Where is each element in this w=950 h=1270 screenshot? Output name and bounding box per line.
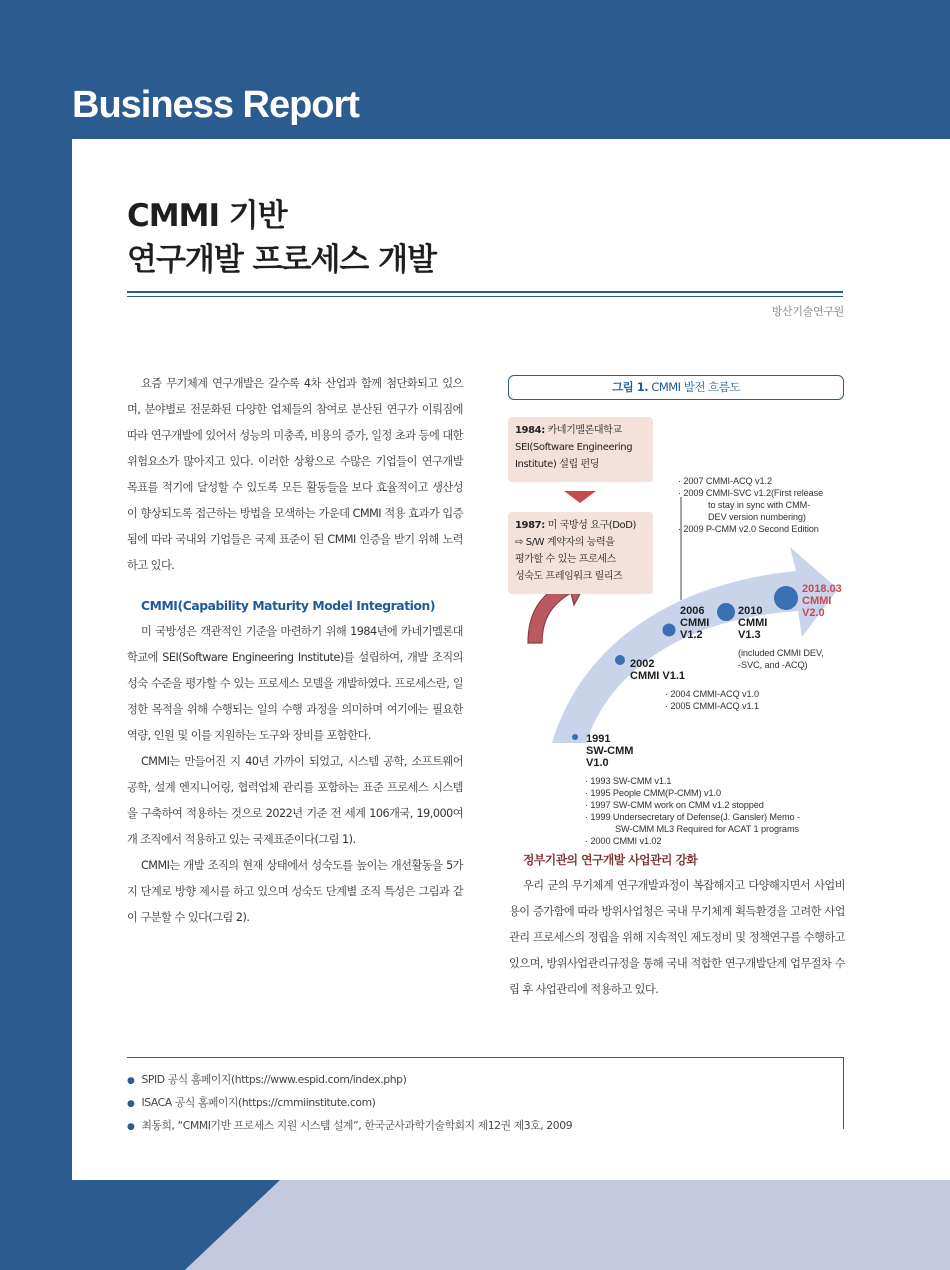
- note-top-4: · 2009 P-CMM v2.0 Second Edition: [678, 524, 819, 534]
- report-header-title: Business Report: [72, 84, 359, 126]
- article-author: 방산기술연구원: [771, 305, 844, 318]
- references-list: [127, 1058, 843, 1138]
- milestone-1991-name: SW-CMM: [586, 745, 634, 757]
- note-2010-1: -SVC, and -ACQ): [738, 660, 808, 670]
- note-bottom-4: SW-CMM ML3 Required for ACAT 1 programs: [615, 824, 799, 834]
- note-mid-1: · 2005 CMMI-ACQ v1.1: [665, 701, 759, 711]
- reference-item: [127, 1115, 843, 1138]
- note-bottom-1: · 1995 People CMM(P-CMM) v1.0: [585, 788, 721, 798]
- title-rule-thick: [127, 291, 843, 293]
- milestone-2010-name: CMMI: [738, 617, 768, 629]
- note-2010-0: (included CMMI DEV,: [738, 648, 824, 658]
- notes-top: [678, 475, 848, 535]
- milestone-2006-version: V1.2: [680, 629, 703, 641]
- box-1984-text2: SEI(Software Engineering: [515, 442, 633, 453]
- article-title: [127, 194, 436, 282]
- box-1987-text1: 미 국방성 요구(DoD): [544, 520, 637, 531]
- milestone-2002-year: 2002: [630, 658, 655, 670]
- dot-2018: [774, 586, 798, 610]
- milestone-2018: [802, 583, 842, 619]
- left-column: [127, 371, 463, 931]
- milestone-2018-year: 2018.03: [802, 583, 842, 595]
- dot-2006: [663, 624, 676, 637]
- dot-2002: [615, 655, 625, 665]
- note-bottom-0: · 1993 SW-CMM v1.1: [585, 776, 672, 786]
- intro-paragraph: 요즘 무기체계 연구개발은 갈수록 4차 산업과 함께 첨단화되고 있으며, 분야별로 전문화된 다양한 업체들의 참여로 분산된 연구가 이뤄짐에 따라 연구개발에 있어서 성능의 미충족, 비용의 증가, 일정 초과 등에 대한 위험요소가 많아지고 있다. 이러한 상황으로 수많은 기업들이 연구개발 목표를 적기에 달성할 수 있도록 모든 활동들을 보다 효율적이고 생산성이 향상되도록 접근하는 방법을 모색하는 가운데 CMMI 적용 효과가 입증됨에 따라 국내외 기업들은 국제 표준이 된 CMMI 인증을 받기 위해 노력하고 있다.: [127, 377, 463, 572]
- section1-paragraph-2: CMMI는 만들어진 지 40년 가까이 되었고, 시스템 공학, 소프트웨어 공학, 설계 엔지니어링, 협력업체 관리를 포함하는 표준 프로세스 시스템을 구축하여 적용하는 것으로 2022년 기준 전 세계 106개국, 19,000여 개 조직에서 적용하고 있는 국제표준이다(그림 1).: [127, 755, 463, 846]
- reference-text-2: ISACA 공식 홈페이지(https://cmmiinstitute.com): [141, 1096, 376, 1109]
- box-1987-text4: 성숙도 프레임워크 릴리즈: [515, 571, 623, 582]
- box-1984-text1: 카네기멜론대학교: [544, 425, 622, 436]
- notes-mid: [665, 688, 759, 712]
- right-column: [509, 847, 845, 1003]
- note-top-2: to stay in sync with CMM-: [708, 500, 811, 510]
- notes-bottom: [585, 775, 845, 847]
- bullet-icon: ●: [127, 1122, 135, 1132]
- section-heading-government: 정부기관의 연구개발 사업관리 강화: [523, 853, 698, 867]
- references-box: [127, 1057, 844, 1132]
- box-1984-text3: Institute) 설립 펀딩: [515, 459, 600, 470]
- reference-text-1: SPID 공식 홈페이지(https://www.espid.com/index.php): [141, 1073, 407, 1086]
- milestone-1991-version: V1.0: [586, 757, 609, 769]
- milestone-2002-name: CMMI V1.1: [630, 670, 686, 682]
- milestone-1991: [586, 733, 633, 769]
- section1-paragraph-3: CMMI는 개발 조직의 현재 상태에서 성숙도를 높이는 개선활동을 5가지 단계로 방향 제시를 하고 있으며 성숙도 단계별 조직 특성은 그림과 같이 구분할 수 있다(그림 2).: [127, 859, 463, 924]
- box-1987-year: 1987:: [515, 520, 545, 531]
- milestone-2010-year: 2010: [738, 605, 763, 617]
- down-arrow-triangle: [564, 491, 596, 503]
- reference-text-3: 최동희, “CMMI기반 프로세스 지원 시스템 설계”, 한국군사과학기술학회지 제12권 제3호, 2009: [141, 1119, 573, 1132]
- figure-label: 그림 1.: [612, 380, 649, 394]
- figure-caption-text: CMMI 발전 흐름도: [651, 380, 740, 394]
- box-1987-text2: ⇨ S/W 계약자의 능력을: [515, 537, 615, 548]
- article-title-line2: 연구개발 프로세스 개발: [127, 242, 437, 278]
- box-1984-year: 1984:: [515, 425, 545, 436]
- note-mid-0: · 2004 CMMI-ACQ v1.0: [665, 689, 759, 699]
- milestone-2010: [738, 605, 767, 641]
- milestone-2010-version: V1.3: [738, 629, 761, 641]
- milestone-1991-year: 1991: [586, 733, 611, 745]
- title-rule-thin: [127, 296, 843, 297]
- box-1987-text3: 평가할 수 있는 프로세스: [515, 554, 616, 565]
- note-bottom-3: · 1999 Undersecretary of Defense(J. Gansler) Memo -: [585, 812, 800, 822]
- note-top-0: · 2007 CMMI-ACQ v1.2: [678, 476, 772, 486]
- note-top-3: DEV version numbering): [708, 512, 806, 522]
- milestone-2018-name: CMMI: [802, 595, 832, 607]
- bullet-icon: ●: [127, 1099, 135, 1109]
- milestone-2006: [680, 605, 709, 641]
- bullet-icon: ●: [127, 1076, 135, 1086]
- notes-2010: [738, 647, 824, 671]
- article-title-line1: CMMI 기반: [127, 198, 287, 234]
- box-1987: [508, 512, 653, 594]
- section-heading-cmmi: CMMI(Capability Maturity Model Integration): [141, 599, 436, 613]
- box-1984: [508, 417, 653, 482]
- note-bottom-2: · 1997 SW-CMM work on CMM v1.2 stopped: [585, 800, 764, 810]
- dot-2010: [717, 603, 735, 621]
- note-top-1: · 2009 CMMI-SVC v1.2(First release: [678, 488, 824, 498]
- milestone-2006-name: CMMI: [680, 617, 710, 629]
- note-bottom-5: · 2000 CMMI v1.02: [585, 836, 662, 846]
- figure-cmmi-evolution: [508, 375, 844, 846]
- milestone-2006-year: 2006: [680, 605, 705, 617]
- section1-paragraph-1: 미 국방성은 객관적인 기준을 마련하기 위해 1984년에 카네기멜론대학교에 SEI(Software Engineering Institute)를 설립하여, 개발 조직의 성숙 수준을 평가할 수 있는 프로세스 모델을 개발하였다. 프로세스란, 일정한 목적을 위해 수행되는 일의 수행 과정을 의미하며 여기에는 필요한 역량, 인원 및 이를 지원하는 도구와 장비를 포함한다.: [127, 625, 463, 742]
- milestone-2002: [630, 658, 685, 682]
- reference-item: [127, 1069, 843, 1092]
- dot-1991: [572, 734, 578, 740]
- section2-paragraph-1: 우리 군의 무기체계 연구개발과정이 복잡해지고 다양해지면서 사업비용이 증가함에 따라 방위사업청은 국내 무기체계 획득환경을 고려한 사업관리 프로세스의 정립을 위해 지속적인 제도정비 및 정책연구를 수행하고 있으며, 방위사업관리규정을 통해 국내 적합한 연구개발단계 업무절차 수립 후 사업관리에 적용하고 있다.: [509, 879, 845, 996]
- milestone-2018-version: V2.0: [802, 607, 825, 619]
- reference-item: [127, 1092, 843, 1115]
- article-page: [72, 139, 950, 1180]
